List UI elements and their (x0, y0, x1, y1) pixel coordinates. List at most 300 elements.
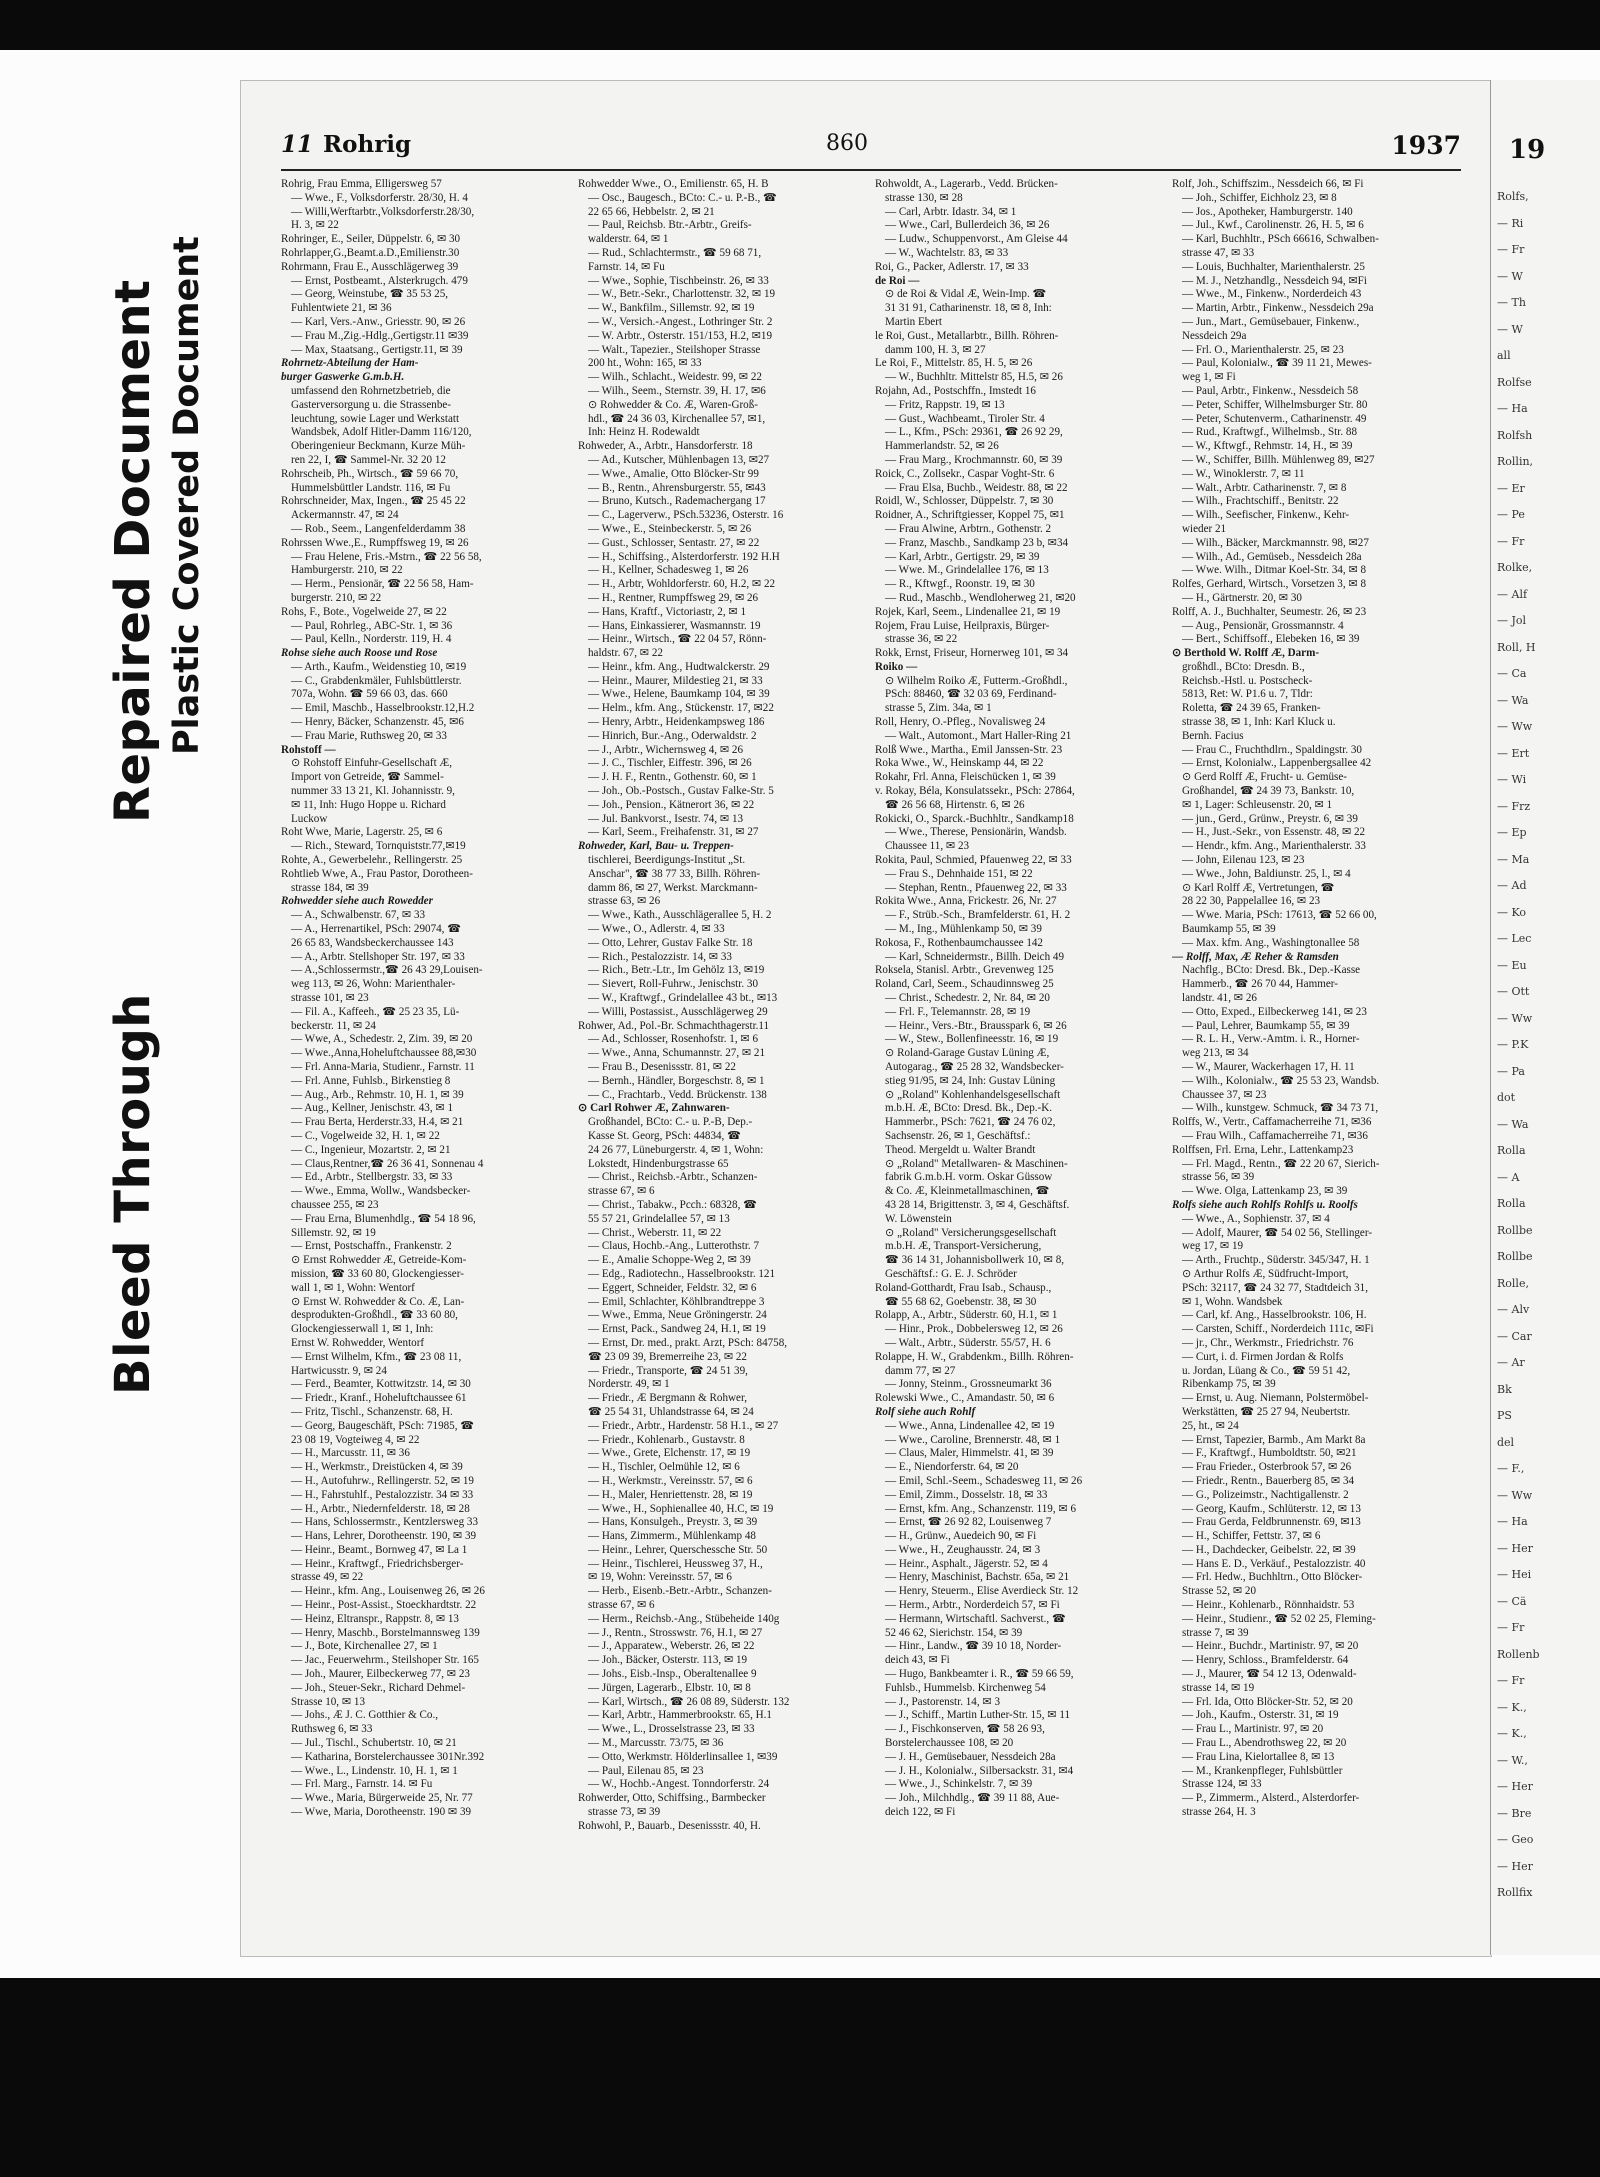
columns (281, 178, 1461, 1938)
directory-entry: — Hinr., Prok., Dobbelersweg 12, ✉ 26 (885, 1323, 1063, 1336)
directory-entry: — Henry, Steuerm., Elise Averdieck Str. 12 (885, 1585, 1079, 1598)
edge-fragment: — K., (1497, 1700, 1527, 1714)
directory-entry: — W. Arbtr., Osterstr. 151/153, H.2, ✉19 (588, 329, 773, 342)
edge-fragment: — Geo (1497, 1833, 1534, 1846)
directory-entry: Hammerbr., PSch: 7621, ☎ 24 76 02, (885, 1116, 1056, 1129)
directory-entry: strasse 56, ✉ 39 (1182, 1171, 1255, 1184)
edge-fragment: Rolfs, (1497, 190, 1529, 203)
directory-entry: Strasse 52, ✉ 20 (1182, 1585, 1257, 1598)
directory-entry: — W., Hochb.-Angest. Tonndorferstr. 24 (588, 1778, 770, 1791)
directory-entry: — B., Rentn., Ahrensburgerstr. 55, ✉43 (588, 481, 766, 494)
directory-entry: — Otto, Werkmstr. Hölderlinsallee 1, ✉39 (588, 1750, 778, 1763)
edge-fragment: — Pa (1497, 1064, 1525, 1078)
edge-fragment: — W (1497, 322, 1523, 336)
directory-entry: Roi, G., Packer, Adlerstr. 17, ✉ 33 (875, 260, 1029, 273)
directory-entry: — C., Frachtarb., Vedd. Brückenstr. 138 (588, 1088, 767, 1101)
edge-fragment: dot (1497, 1091, 1516, 1104)
directory-entry: — Wwe., Amalie, Otto Blöcker-Str 99 (588, 467, 759, 480)
directory-entry: — L., Kfm., PSch: 29361, ☎ 26 92 29, (885, 426, 1063, 439)
directory-entry: — Walt., Arbtr., Süderstr. 55/57, H. 6 (885, 1336, 1051, 1349)
directory-entry: — Heinr., kfm. Ang., Hudtwalckerstr. 29 (588, 660, 770, 673)
directory-entry: — Ferd., Beamter, Kottwitzstr. 14, ✉ 30 (291, 1378, 471, 1391)
edge-fragment: — Pe (1497, 508, 1525, 521)
directory-entry: 52 46 62, Sierichstr. 154, ✉ 39 (885, 1626, 1023, 1639)
directory-entry: ☎ 25 54 31, Uhlandstrasse 64, ✉ 24 (588, 1405, 754, 1418)
directory-entry: — E., Niendorferstr. 64, ✉ 20 (885, 1461, 1019, 1474)
directory-entry: — Wwe., J., Schinkelstr. 7, ✉ 39 (885, 1778, 1033, 1791)
label-secondary: Plastic Covered Document (167, 236, 207, 755)
directory-entry: — Jul., Kwf., Carolinenstr. 26, H. 5, ✉ 6 (1182, 219, 1364, 232)
directory-entry: weg 1, ✉ Fi (1182, 371, 1236, 384)
directory-entry: — Frau Frieder., Osterbrook 57, ✉ 26 (1182, 1461, 1352, 1474)
edge-fragment: — Ert (1497, 746, 1530, 760)
directory-entry: — Georg, Kaufm., Schlüterstr. 12, ✉ 13 (1182, 1502, 1361, 1515)
directory-entry: — Frl. Anna-Maria, Studienr., Farnstr. 11 (291, 1061, 475, 1073)
directory-entry: Chaussee 11, ✉ 23 (885, 840, 970, 853)
directory-entry: v. Rokay, Béla, Konsulatssekr., PSch: 27864, (875, 785, 1075, 798)
directory-entry: — W., Kftwgf., Rehmstr. 14, H., ✉ 39 (1182, 440, 1353, 453)
directory-entry: — Edg., Radiotechn., Hasselbrookstr. 121 (588, 1267, 776, 1280)
directory-entry: m.b.H. Æ, Transport-Versicherung, (885, 1240, 1042, 1253)
directory-entry: Strasse 10, ✉ 13 (291, 1695, 366, 1708)
directory-entry: — Frau Gerda, Feldbrunnenstr. 69, ✉13 (1182, 1516, 1361, 1529)
directory-entry: Martin Ebert (885, 315, 942, 328)
directory-entry: — H., Schiffer, Fettstr. 37, ✉ 6 (1182, 1530, 1321, 1543)
directory-entry: Roksela, Stanisl. Arbtr., Grevenweg 125 (875, 964, 1054, 977)
directory-entry: — Sievert, Roll-Fuhrw., Jenischstr. 30 (588, 978, 758, 991)
directory-entry: — Gust., Schlosser, Sentastr. 27, ✉ 22 (588, 536, 760, 549)
directory-entry: — Karl, Vers.-Anw., Griesstr. 90, ✉ 26 (291, 315, 466, 328)
directory-entry: — H., Rentner, Rumpffsweg 29, ✉ 26 (588, 591, 759, 604)
directory-entry: wall 1, ✉ 1, Wohn: Wentorf (291, 1281, 415, 1294)
directory-entry: 28 22 30, Pappelallee 16, ✉ 23 (1182, 895, 1321, 908)
directory-entry: — Wwe, Maria, Dorotheenstr. 190 ✉ 39 (291, 1806, 472, 1819)
directory-entry: — Jürgen, Lagerarb., Elbstr. 10, ✉ 8 (588, 1681, 751, 1694)
directory-entry: haldstr. 67, ✉ 22 (588, 647, 663, 660)
directory-entry: — J., Fischkonserven, ☎ 58 26 93, (885, 1723, 1045, 1736)
directory-entry: Rohrssen Wwe.,E., Rumpffsweg 19, ✉ 26 (281, 536, 469, 549)
directory-entry: — Karl, Arbtr., Hammerbrookstr. 65, H.1 (588, 1709, 772, 1722)
directory-entry: — H., Schiffsing., Alsterdorferstr. 192 H.H (588, 550, 780, 563)
directory-entry: — Heinr., Wirtsch., ☎ 22 04 57, Rönn- (588, 633, 767, 646)
directory-entry: — Frau Berta, Herderstr.33, H.4, ✉ 21 (291, 1116, 464, 1129)
directory-entry: — Christ., Schedestr. 2, Nr. 84, ✉ 20 (885, 992, 1050, 1005)
directory-entry: — H., Kellner, Schadesweg 1, ✉ 26 (588, 564, 749, 577)
page-header (281, 126, 1461, 166)
directory-entry: — Karl, Schneidermstr., Billh. Deich 49 (885, 950, 1065, 963)
directory-entry: Lokstedt, Hindenburgstrasse 65 (588, 1157, 729, 1170)
directory-entry: ⊙ Wilhelm Roiko Æ, Futterm.-Großhdl., (885, 674, 1068, 687)
directory-entry: ☎ 23 09 39, Bremerreihe 23, ✉ 22 (588, 1350, 747, 1363)
directory-entry: Rolfs siehe auch Rohlfs Rohlfs u. Roolfs (1172, 1198, 1358, 1211)
directory-entry: — Christ., Tabakw., Pcch.: 68328, ☎ (588, 1198, 757, 1211)
directory-entry: Großhandel, ☎ 24 39 73, Bankstr. 10, (1182, 785, 1355, 798)
directory-entry: mission, ☎ 33 60 80, Glockengiesser- (291, 1267, 464, 1280)
directory-entry: Rolapp, A., Arbtr., Süderstr. 60, H.1, ✉ 1 (875, 1309, 1058, 1322)
directory-entry: — Karl, Buchhltr., PSch 66616, Schwalben- (1182, 233, 1379, 246)
edge-fragment: PS (1497, 1409, 1512, 1422)
edge-fragment: — Fr (1497, 1621, 1525, 1634)
directory-entry: — Frau Alwine, Arbtrn., Gothenstr. 2 (885, 522, 1052, 535)
directory-entry: 22 65 66, Hebbelstr. 2, ✉ 21 (588, 205, 715, 218)
edge-fragment: Rollbe (1497, 1250, 1533, 1263)
edge-fragment: — Fr (1497, 243, 1525, 256)
directory-entry: — Claus, Maler, Himmelstr. 41, ✉ 39 (885, 1447, 1054, 1460)
directory-entry: — Ernst Wilhelm, Kfm., ☎ 23 08 11, (291, 1350, 462, 1363)
directory-entry: ☎ 36 14 31, Johannisbollwerk 10, ✉ 8, (885, 1254, 1065, 1267)
directory-entry: Ruthsweg 6, ✉ 33 (291, 1723, 373, 1736)
directory-entry: Werkstätten, ☎ 25 27 94, Neubertstr. (1182, 1405, 1351, 1418)
directory-entry: — Wwe. Olga, Lattenkamp 23, ✉ 39 (1182, 1185, 1348, 1198)
directory-entry: m.b.H. Æ, BCto: Dresd. Bk., Dep.-K. (885, 1102, 1053, 1115)
directory-entry: — Wwe., Anna, Lindenallee 42, ✉ 19 (885, 1419, 1055, 1432)
directory-entry: — H., Maler, Henriettenstr. 28, ✉ 19 (588, 1488, 753, 1501)
directory-entry: u. Jordan, Lüang & Co., ☎ 59 51 42, (1182, 1364, 1351, 1377)
directory-entry: — Wilh., Kolonialw., ☎ 25 53 23, Wandsb. (1182, 1074, 1380, 1087)
edge-fragment: — Her (1497, 1780, 1533, 1793)
directory-entry: Hammerb., ☎ 26 70 44, Hammer- (1182, 978, 1338, 991)
directory-entry: — Wilh., Seem., Sternstr. 39, H. 17, ✉6 (588, 384, 766, 397)
directory-entry: Rolfes, Gerhard, Wirtsch., Vorsetzen 3, ✉ 8 (1172, 578, 1367, 591)
edge-fragment: — Hei (1497, 1568, 1532, 1581)
directory-entry: — Wwe., Anna, Schumannstr. 27, ✉ 21 (588, 1047, 766, 1060)
directory-entry: Rokk, Ernst, Friseur, Hornerweg 101, ✉ 34 (875, 647, 1069, 660)
directory-entry: — Frau B., Desenissstr. 81, ✉ 22 (588, 1061, 736, 1073)
edge-fragment: — Ko (1497, 905, 1527, 919)
directory-entry: — Friedr., Arbtr., Hardenstr. 58 H.1., ✉ 27 (588, 1419, 779, 1432)
directory-entry: — Paul, Kolonialw., ☎ 39 11 21, Mewes- (1182, 357, 1372, 370)
directory-entry: Rohwerder, Otto, Schiffsing., Barmbecker (578, 1792, 766, 1805)
edge-fragment: Rollfix (1497, 1886, 1533, 1899)
directory-entry: weg 213, ✉ 34 (1182, 1047, 1249, 1060)
directory-entry: — Ernst, Pack., Sandweg 24, H.1, ✉ 19 (588, 1323, 766, 1336)
directory-entry: Rolff, A. J., Buchhalter, Seumestr. 26, ✉ 23 (1172, 605, 1367, 618)
directory-entry: — Walt., Arbtr. Catharinenstr. 7, ✉ 8 (1182, 481, 1347, 494)
directory-entry: — Carl, kf. Ang., Hasselbrookstr. 106, H. (1182, 1309, 1367, 1322)
directory-entry: — J. H. F., Rentn., Gothenstr. 60, ✉ 1 (588, 771, 757, 784)
directory-entry: — Emil, Maschb., Hasselbrookstr.12,H.2 (291, 702, 475, 715)
directory-entry: — Willi,Werftarbtr.,Volksdorferstr.28/30, (291, 205, 475, 218)
edge-fragment: — Ar (1497, 1356, 1525, 1369)
directory-entry: leuchtung, sowie Lager und Werkstatt (291, 412, 460, 425)
edge-fragment: — W (1497, 269, 1523, 283)
directory-entry: — Hans, Kraftf., Victoriastr, 2, ✉ 1 (588, 605, 747, 618)
directory-entry: ☎ 26 56 68, Hirtenstr. 6, ✉ 26 (885, 798, 1025, 811)
label-repaired-document: Repaired Document (105, 279, 161, 824)
directory-entry: — Joh., Kaufm., Osterstr. 31, ✉ 19 (1182, 1709, 1339, 1722)
directory-entry: landstr. 41, ✉ 26 (1182, 992, 1257, 1005)
edge-fragment: Rolfse (1497, 375, 1532, 389)
directory-entry: W. Löwenstein (885, 1212, 952, 1225)
directory-entry: — Heinr., kfm. Ang., Louisenweg 26, ✉ 26 (291, 1585, 485, 1598)
directory-entry: strasse 5, Zim. 34a, ✉ 1 (885, 702, 992, 715)
directory-entry: — Frau C., Fruchthdlrn., Spaldingstr. 30 (1182, 743, 1362, 756)
directory-entry: — Paul, Kelln., Norderstr. 119, H. 4 (291, 633, 452, 646)
directory-entry: — Wwe.,Anna,Hoheluftchaussee 88,✉30 (291, 1047, 477, 1060)
directory-entry: ⊙ Roland-Garage Gustav Lüning Æ, (885, 1047, 1050, 1060)
directory-entry: — Paul, Arbtr., Finkenw., Nessdeich 58 (1182, 384, 1359, 397)
directory-entry: damm 77, ✉ 27 (885, 1364, 956, 1377)
directory-entry: — Joh., Pension., Kätnerort 36, ✉ 22 (588, 798, 755, 811)
directory-entry: Rohwohl, P., Bauarb., Desenissstr. 40, H. (578, 1819, 761, 1832)
directory-entry: — Peter, Schiffer, Wilhelmsburger Str. 80 (1182, 398, 1368, 411)
directory-entry: Roidner, A., Schriftgiesser, Koppel 75, ✉1 (875, 509, 1065, 522)
directory-entry: — J. H., Gemüsebauer, Nessdeich 28a (885, 1750, 1056, 1763)
directory-entry: ✉ 11, Inh: Hugo Hoppe u. Richard (291, 798, 446, 811)
directory-entry: Rokita, Paul, Schmied, Pfauenweg 22, ✉ 33 (875, 854, 1072, 867)
directory-entry: strasse 67, ✉ 6 (588, 1599, 655, 1612)
directory-entry: — Otto, Exped., Eilbeckerweg 141, ✉ 23 (1182, 1005, 1367, 1018)
directory-entry: — W., Wachtelstr. 83, ✉ 33 (885, 246, 1009, 259)
directory-entry: — Rich., Betr.-Ltr., Im Gehölz 13, ✉19 (588, 964, 765, 977)
edge-fragment: — Alf (1497, 587, 1528, 601)
directory-entry: stieg 91/95, ✉ 24, Inh: Gustav Lüning (885, 1074, 1056, 1087)
directory-entry: — Ernst, Tapezier, Barmb., Am Markt 8a (1182, 1433, 1366, 1446)
directory-entry: strasse 63, ✉ 26 (588, 895, 661, 908)
directory-entry: Rohse siehe auch Roose und Rose (281, 647, 438, 660)
directory-entry: — W., Buchhltr. Mittelstr 85, H.5, ✉ 26 (885, 371, 1063, 384)
column-4 (1172, 178, 1462, 1938)
directory-entry: — Herm., Reichsb.-Ang., Stübeheide 140g (588, 1612, 780, 1625)
directory-entry: Theod. Mergeldt u. Walter Brandt (885, 1143, 1036, 1156)
directory-entry: Rohrmann, Frau E., Ausschlägerweg 39 (281, 260, 459, 273)
directory-entry: — Jos., Apotheker, Hamburgerstr. 140 (1182, 205, 1353, 218)
directory-entry: Hamburgerstr. 210, ✉ 22 (291, 564, 403, 577)
directory-entry: — Friedr., Kranf., Hoheluftchaussee 61 (291, 1392, 467, 1405)
directory-entry: — Ernst, Postbeamt., Alsterkrugch. 479 (291, 274, 468, 287)
directory-entry: & Co. Æ, Kleinmetallmaschinen, ☎ (885, 1185, 1050, 1198)
edge-fragment: — Eu (1497, 958, 1527, 972)
directory-entry: ⊙ „Roland" Versicherungsgesellschaft (885, 1226, 1057, 1239)
directory-entry: — F., Kraftwgf., Humboldtstr. 50, ✉21 (1182, 1447, 1357, 1460)
directory-entry: — Henry, Bäcker, Schanzenstr. 45, ✉6 (291, 716, 464, 729)
directory-entry: Rohwoldt, A., Lagerarb., Vedd. Brücken- (875, 178, 1058, 190)
directory-entry: — Jac., Feuerwehrm., Steilshoper Str. 165 (291, 1654, 479, 1667)
directory-entry: — C., Ingenieur, Mozartstr. 2, ✉ 21 (291, 1143, 451, 1156)
directory-entry: — Frl. Marg., Farnstr. 14. ✉ Fu (291, 1778, 433, 1791)
column-3 (875, 178, 1165, 1938)
edge-fragment: — Ww (1497, 1011, 1533, 1025)
directory-entry: strasse 101, ✉ 23 (291, 992, 369, 1005)
directory-entry: — H., Arbtr, Wohldorferstr. 60, H.2, ✉ 22 (588, 578, 776, 591)
directory-entry: Farnstr. 14, ✉ Fu (588, 260, 665, 273)
directory-entry: — Frau S., Dehnhaide 151, ✉ 22 (885, 867, 1033, 880)
directory-entry: ⊙ Rohwedder & Co. Æ, Waren-Groß- (588, 398, 758, 411)
directory-entry: — Wwe., Carl, Bullerdeich 36, ✉ 26 (885, 219, 1050, 232)
directory-entry: — A., Herrenartikel, PSch: 29074, ☎ (291, 923, 462, 936)
directory-entry: Import von Getreide, ☎ Sammel- (291, 771, 444, 784)
header-letter-number: 11 (281, 131, 314, 158)
directory-entry: Rokosa, F., Rothenbaumchaussee 142 (875, 936, 1043, 949)
directory-entry: ⊙ Karl Rolff Æ, Vertretungen, ☎ (1182, 881, 1335, 894)
directory-entry: — Henry, Arbtr., Heidenkampsweg 186 (588, 716, 765, 729)
directory-entry: — A., Schwalbenstr. 67, ✉ 33 (291, 909, 426, 922)
directory-entry: — Wwe., Grete, Elchenstr. 17, ✉ 19 (588, 1447, 751, 1460)
directory-entry: ⊙ Gerd Rolff Æ, Frucht- u. Gemüse- (1182, 771, 1347, 784)
directory-entry: großhdl., BCto: Dresdn. B., (1182, 660, 1305, 673)
directory-entry: — Herm., Arbtr., Norderdeich 57, ✉ Fi (885, 1599, 1060, 1612)
directory-entry: — Otto, Lehrer, Gustav Falke Str. 18 (588, 936, 753, 949)
directory-entry: — Wwe., John, Baldiunstr. 25, l., ✉ 4 (1182, 867, 1351, 880)
edge-fragment: del (1497, 1435, 1515, 1449)
directory-entry: — Emil, Schlachter, Köhlbrandtreppe 3 (588, 1295, 765, 1308)
directory-entry: — H., Just.-Sekr., von Essenstr. 48, ✉ 22 (1182, 826, 1366, 839)
directory-entry: — Wwe., M., Finkenw., Norderdeich 43 (1182, 288, 1362, 301)
directory-entry: — M., Ing., Mühlenkamp 50, ✉ 39 (885, 923, 1042, 936)
directory-entry: Rohwedder Wwe., O., Emilienstr. 65, H. B (578, 178, 769, 190)
directory-entry: — Wwe., L., Lindenstr. 10, H. 1, ✉ 1 (291, 1764, 458, 1777)
directory-entry: Autogarag., ☎ 25 28 32, Wandsbecker- (885, 1061, 1064, 1073)
directory-entry: Glockengiesserwall 1, ✉ 1, Inh: (291, 1323, 434, 1336)
directory-entry: — Karl, Seem., Freihafenstr. 31, ✉ 27 (588, 826, 759, 839)
directory-entry: Rohwer, Ad., Pol.-Br. Schmachthagerstr.11 (578, 1019, 770, 1032)
directory-entry: — H., Marcusstr. 11, ✉ 36 (291, 1447, 410, 1460)
directory-entry: — Wwe., A., Sophienstr. 37, ✉ 4 (1182, 1212, 1330, 1225)
directory-entry: Geschäftsf.: G. E. J. Schröder (885, 1267, 1017, 1280)
directory-entry: 5813, Ret: W. P1.6 u. 7, Tldr: (1182, 688, 1313, 701)
directory-entry: Ernst W. Rohwedder, Wentorf (291, 1336, 425, 1349)
directory-entry: Luckow (291, 812, 328, 825)
directory-entry: — Walt., Automont., Mart Haller-Ring 21 (885, 729, 1072, 742)
directory-entry: — Katharina, Borstelerchaussee 301Nr.392 (291, 1750, 485, 1763)
directory-entry: — H., Werkmstr., Vereinsstr. 57, ✉ 6 (588, 1474, 753, 1487)
directory-entry: — Adolf, Maurer, ☎ 54 02 56, Stellinger- (1182, 1226, 1373, 1239)
directory-entry: — Frau Helene, Fris.-Mstrn., ☎ 22 56 58, (291, 550, 482, 563)
directory-entry: — J., Bote, Kirchenallee 27, ✉ 1 (291, 1640, 438, 1653)
directory-entry: Strasse 124, ✉ 33 (1182, 1778, 1262, 1791)
directory-entry: — H., Arbtr., Niedernfelderstr. 18, ✉ 28 (291, 1502, 470, 1515)
directory-entry: ✉ 1, Lager: Schleusenstr. 20, ✉ 1 (1182, 798, 1333, 811)
directory-entry: — Christ., Reichsb.-Arbtr., Schanzen- (588, 1171, 758, 1184)
directory-entry: ⊙ Arthur Rolfs Æ, Südfrucht-Import, (1182, 1267, 1349, 1280)
edge-fragment: — Her (1497, 1541, 1533, 1555)
edge-fragment: Rolle, (1497, 1276, 1529, 1290)
directory-entry: — Frau M.,Zig.-Hdlg.,Gertigstr.11 ✉39 (291, 329, 469, 342)
directory-entry: Sillemstr. 92, ✉ 19 (291, 1226, 376, 1239)
directory-entry: — W., Schiffer, Billh. Mühlenweg 89, ✉27 (1182, 453, 1375, 466)
edge-fragment: — Wa (1497, 1117, 1529, 1131)
directory-entry: strasse 130, ✉ 28 (885, 191, 963, 204)
directory-entry: — C., Vogelweide 32, H. 1, ✉ 22 (291, 1129, 440, 1142)
directory-entry: Rohwedder siehe auch Rowedder (281, 895, 433, 908)
edge-fragment: — Lec (1497, 932, 1532, 945)
directory-entry: — Aug., Arb., Rehmstr. 10, H. 1, ✉ 39 (291, 1088, 464, 1101)
directory-entry: Roland-Gotthardt, Frau Isab., Schausp., (875, 1281, 1052, 1294)
directory-entry: — Ad., Schlosser, Rosenhofstr. 1, ✉ 6 (588, 1033, 759, 1046)
directory-entry: — Wwe., Caroline, Brennerstr. 48, ✉ 1 (885, 1433, 1061, 1446)
directory-entry: Roll, Henry, O.-Pfleg., Novalisweg 24 (875, 716, 1046, 729)
directory-entry: — J., Schiff., Martin Luther-Str. 15, ✉ 11 (885, 1709, 1071, 1722)
directory-entry: Rolf, Joh., Schiffszim., Nessdeich 66, ✉ Fi (1172, 178, 1364, 190)
directory-entry: burger Gaswerke G.m.b.H. (281, 371, 405, 384)
directory-entry: — Johs., Eisb.-Insp., Oberaltenallee 9 (588, 1668, 757, 1681)
directory-entry: Bernh. Facius (1182, 729, 1244, 742)
directory-entry: — Osc., Baugesch., BCto: C.- u. P.-B., ☎ (588, 191, 777, 204)
directory-entry: Rohtlieb Wwe, A., Frau Pastor, Dorotheen- (281, 867, 473, 880)
directory-entry: 24 26 77, Lüneburgerstr. 4, ✉ 1, Wohn: (588, 1143, 764, 1156)
directory-entry: — Hinrich, Bur.-Ang., Oderwaldstr. 2 (588, 729, 757, 742)
directory-entry: — J. H., Kolonialw., Silbersackstr. 31, ✉4 (885, 1764, 1074, 1777)
directory-entry: Kasse St. Georg, PSch: 44834, ☎ (588, 1129, 741, 1142)
directory-entry: — Walt., Tapezier., Steilshoper Strasse (588, 343, 761, 356)
directory-entry: Hammerlandstr. 52, ✉ 26 (885, 440, 999, 453)
directory-entry: — J. C., Tischler, Eiffestr. 396, ✉ 26 (588, 757, 752, 770)
directory-entry: Rohweder, A., Arbtr., Hansdorferstr. 18 (578, 440, 753, 453)
next-page-number: 19 (1509, 135, 1546, 165)
directory-entry: — jun., Gerd., Grünw., Preystr. 6, ✉ 39 (1182, 812, 1358, 825)
directory-entry: — Rolff, Max, Æ Reher & Ramsden (1172, 950, 1339, 963)
directory-entry: 26 65 83, Wandsbeckerchaussee 143 (291, 936, 454, 949)
directory-entry: — Frau Marg., Krochmannstr. 60, ✉ 39 (885, 453, 1063, 466)
directory-entry: Anschar", ☎ 38 77 33, Billh. Röhren- (588, 867, 761, 880)
directory-entry: — Wilh., Schlacht., Weidestr. 99, ✉ 22 (588, 371, 762, 384)
directory-entry: Rolappe, H. W., Grabdenkm., Billh. Röhren- (875, 1350, 1074, 1363)
directory-entry: — Ad., Kutscher, Mühlenbagen 13, ✉27 (588, 453, 770, 466)
directory-entry: umfassend den Rohrnetzbetrieb, die (291, 384, 451, 397)
directory-entry: — Jul., Tischl., Schubertstr. 10, ✉ 21 (291, 1737, 457, 1750)
directory-entry: Rolewski Wwe., C., Amandastr. 50, ✉ 6 (875, 1392, 1055, 1405)
directory-entry: Rolf siehe auch Rohlf (875, 1405, 976, 1418)
directory-entry: — Martin, Arbtr., Finkenw., Nessdeich 29a (1182, 302, 1374, 315)
edge-fragment: Rollbe (1497, 1223, 1533, 1237)
directory-entry: ⊙ Berthold W. Rolff Æ, Darm- (1172, 647, 1320, 660)
directory-entry: — Wwe. Maria, PSch: 17613, ☎ 52 66 00, (1182, 909, 1377, 922)
directory-entry: — Heinr., Tischlerei, Heussweg 37, H., (588, 1557, 763, 1570)
edge-fragment: Rollenb (1497, 1647, 1540, 1661)
directory-entry: — Hans E. D., Verkäuf., Pestalozzistr. 40 (1182, 1557, 1366, 1570)
column-2 (578, 178, 868, 1938)
directory-entry: — Frl. F., Telemannstr. 28, ✉ 19 (885, 1005, 1031, 1018)
directory-entry: — M., Krankenpfleger, Fuhlsbüttler (1182, 1764, 1343, 1777)
directory-page (240, 80, 1492, 1957)
directory-entry: PSch: 32117, ☎ 24 32 77, Stadtdeich 31, (1182, 1281, 1368, 1294)
directory-entry: — Wilh., Frachtschiff., Benitstr. 22 (1182, 495, 1339, 508)
directory-entry: Roick, C., Zollsekr., Caspar Voght-Str. 6 (875, 467, 1055, 480)
directory-entry: — Heinr., Post-Assist., Stoeckhardtstr. 22 (291, 1599, 477, 1612)
directory-entry: Rohrschneider, Max, Ingen., ☎ 25 45 22 (281, 495, 466, 508)
directory-entry: — Heinr., Kraftwgf., Friedrichsberger- (291, 1557, 464, 1570)
directory-entry: — Wwe., Maria, Bürgerweide 25, Nr. 77 (291, 1792, 473, 1805)
directory-entry: ⊙ Carl Rohwer Æ, Zahnwaren- (578, 1102, 730, 1115)
scan-border-bottom (0, 1978, 1600, 2177)
directory-entry: Rohrig, Frau Emma, Elligersweg 57 (281, 178, 442, 190)
directory-entry: fabrik G.m.b.H. vorm. Oskar Güssow (885, 1171, 1053, 1184)
directory-entry: Roka Wwe., W., Heinskamp 44, ✉ 22 (875, 757, 1044, 770)
directory-entry: walderstr. 64, ✉ 1 (588, 233, 669, 246)
directory-entry: — Carl, Arbtr. Idastr. 34, ✉ 1 (885, 205, 1017, 218)
edge-fragment: — Fr (1497, 1674, 1525, 1687)
directory-entry: — Paul, Reichsb. Btr.-Arbtr., Greifs- (588, 219, 752, 232)
directory-entry: — J., Arbtr., Wichernsweg 4, ✉ 26 (588, 743, 744, 756)
directory-entry: — Max, Staatsang., Gertigstr.11, ✉ 39 (291, 343, 463, 356)
directory-entry: — Hans, Schlossermstr., Kentzlersweg 33 (291, 1516, 479, 1529)
header-rule (281, 169, 1461, 171)
edge-fragment: — Ri (1497, 216, 1524, 230)
directory-entry: — Heinr., Vers.-Btr., Brausspark 6, ✉ 26 (885, 1019, 1067, 1032)
directory-entry: Wandsbek, Adolf Hitler-Damm 116/120, (291, 426, 472, 439)
directory-entry: strasse 47, ✉ 33 (1182, 246, 1255, 259)
directory-entry: Rokita Wwe., Anna, Frickestr. 26, Nr. 27 (875, 895, 1057, 908)
directory-entry: Rojem, Frau Luise, Heilpraxis, Bürger- (875, 619, 1050, 632)
edge-fragment: — Ha (1497, 1515, 1528, 1528)
directory-entry: — R. L. H., Verw.-Amtm. i. R., Horner- (1182, 1033, 1360, 1046)
directory-entry: Rolffs, W., Vertr., Caffamacherreihe 71, ✉36 (1172, 1116, 1372, 1129)
directory-entry: — Henry, Maschinist, Bachstr. 65a, ✉ 21 (885, 1571, 1070, 1584)
edge-fragment: Rolfsh (1497, 428, 1533, 442)
directory-entry: — Aug., Pensionär, Grossmannstr. 4 (1182, 619, 1344, 632)
directory-entry: — Wwe., H., Zeughausstr. 24, ✉ 3 (885, 1543, 1041, 1556)
directory-entry: — Fritz, Tischl., Schanzenstr. 68, H. (291, 1405, 453, 1418)
